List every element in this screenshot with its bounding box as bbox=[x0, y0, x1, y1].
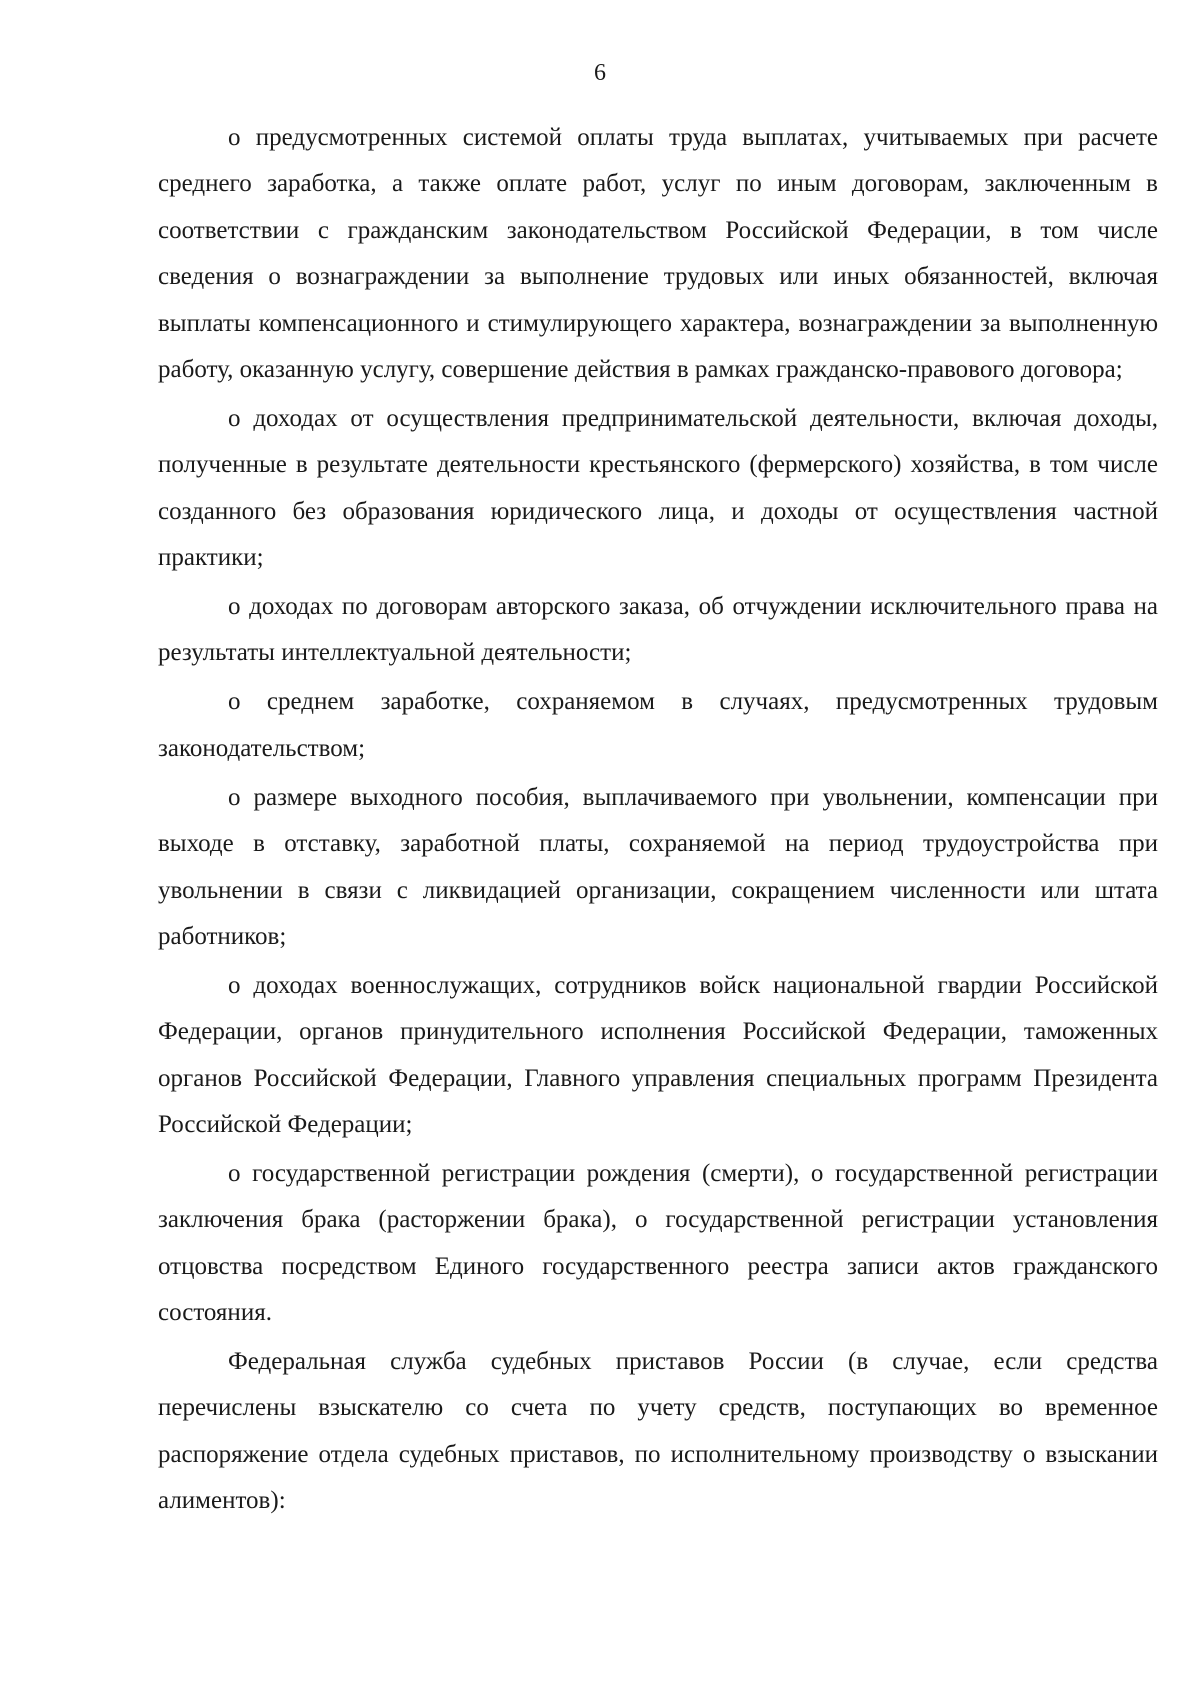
paragraph-wage-payments: о предусмотренных системой оплаты труда выплатах, учитываемых при расчете среднего заработка, а также оплате работ, услуг по иным договорам, заключенным в соответствии с гражданским законодательством Российской Федерации, в том числе сведения о вознаграждении за выполнение трудовых или иных обязанностей, включая выплаты компенсационного и стимулирующего характера, вознаграждении за выполненную работу, оказанную услугу, совершение действия в рамках гражданско-правового договора; bbox=[158, 124, 1158, 384]
paragraph-author-contracts: о доходах по договорам авторского заказа, об отчуждении исключительного права на результаты интеллектуальной деятельности; bbox=[158, 593, 1158, 667]
paragraph-business-income: о доходах от осуществления предпринимательской деятельности, включая доходы, полученные в результате деятельности крестьянского (фермерского) хозяйства, в том числе созданного без образования юридического лица, и доходы от осуществления частной практики; bbox=[158, 404, 1158, 572]
document-body bbox=[158, 115, 1158, 1527]
paragraph-civil-registration: о государственной регистрации рождения (смерти), о государственной регистрации заключения брака (расторжении брака), о государственной регистрации установления отцовства посредством Единого государственного реестра записи актов гражданского состояния. bbox=[158, 1159, 1158, 1327]
paragraph-military-income: о доходах военнослужащих, сотрудников войск национальной гвардии Российской Федерации, органов принудительного исполнения Российской Федерации, таможенных органов Российской Федерации, Главного управления специальных программ Президента Российской Федерации; bbox=[158, 971, 1158, 1139]
page-number: 6 bbox=[594, 60, 606, 86]
paragraph-severance-pay: о размере выходного пособия, выплачиваемого при увольнении, компенсации при выходе в отставку, заработной платы, сохраняемой на период трудоустройства при увольнении в связи с ликвидацией организации, сокращением численности или штата работников; bbox=[158, 783, 1158, 950]
paragraph-average-earnings: о среднем заработке, сохраняемом в случаях, предусмотренных трудовым законодательством; bbox=[158, 688, 1158, 762]
paragraph-bailiff-service: Федеральная служба судебных приставов России (в случае, если средства перечислены взыскателю со счета по учету средств, поступающих во временное распоряжение отдела судебных приставов, по исполнительному производству о взыскании алиментов): bbox=[158, 1348, 1158, 1515]
